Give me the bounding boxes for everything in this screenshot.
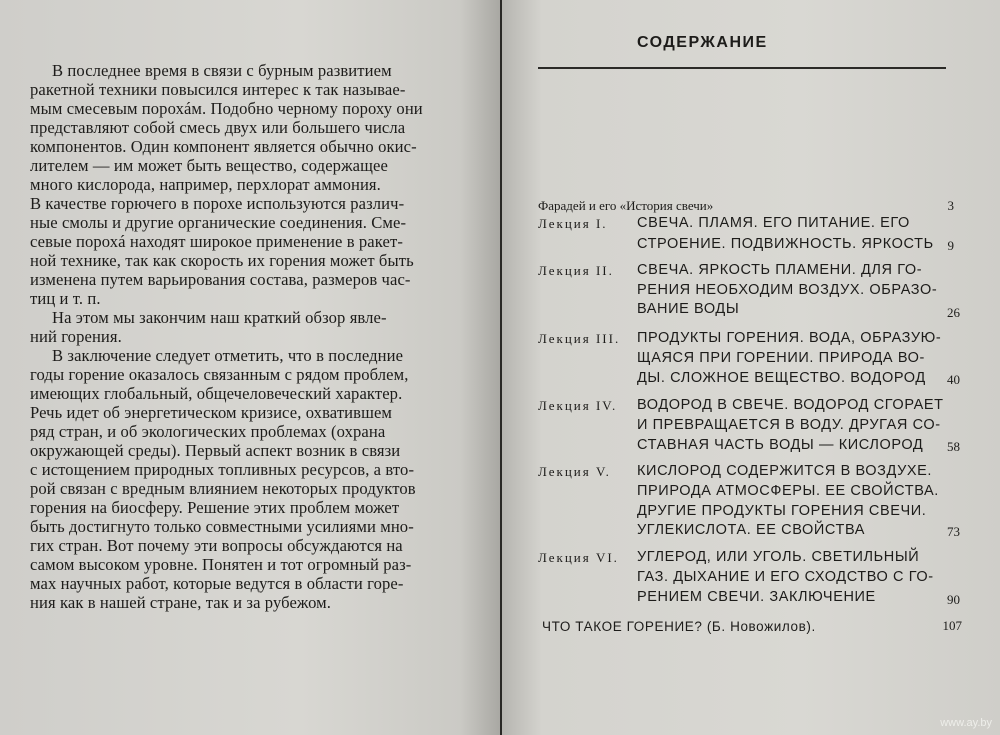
toc-entry-line: УГЛЕРОД, ИЛИ УГОЛЬ. СВЕТИЛЬНЫЙ xyxy=(637,549,920,565)
toc-entry-line: ВОДОРОД В СВЕЧЕ. ВОДОРОД СГОРАЕТ xyxy=(637,397,944,413)
toc-title: СОДЕРЖАНИЕ xyxy=(637,34,768,51)
toc-entry-line: РЕНИЯ НЕОБХОДИМ ВОЗДУХ. ОБРАЗО- xyxy=(637,282,938,298)
body-text-line: ния как в нашей стране, так и за рубежом. xyxy=(30,593,332,612)
body-text-line: На этом мы закончим наш краткий обзор явле- xyxy=(52,308,387,327)
toc-page-number: 107 xyxy=(942,618,962,633)
body-text-line: компонентов. Один компонент является обычно окис- xyxy=(30,137,417,156)
lecture-label: Лекция III. xyxy=(538,331,621,346)
toc-entry-final-text: ЧТО ТАКОЕ ГОРЕНИЕ? (Б. Новожилов). xyxy=(542,619,816,634)
body-text-line: Речь идет об энергетическом кризисе, охватившем xyxy=(30,403,393,422)
body-text-line: ной технике, так как скорость их горения может быть xyxy=(30,251,414,270)
toc-entry-line: РЕНИЕМ СВЕЧИ. ЗАКЛЮЧЕНИЕ xyxy=(637,589,876,605)
body-text-line: быть достигнуто только совместными усилиями мно- xyxy=(30,517,414,536)
toc-entry-intro-text: Фарадей и его «История свечи» xyxy=(538,198,714,213)
toc-page-number: 40 xyxy=(947,372,960,387)
toc-entry-line: ДРУГИЕ ПРОДУКТЫ ГОРЕНИЯ СВЕЧИ. xyxy=(637,503,927,519)
body-text-line: В последнее время в связи с бурным развитием xyxy=(52,61,392,80)
lecture-label: Лекция I. xyxy=(538,216,608,231)
body-text-line: В заключение следует отметить, что в последние xyxy=(52,346,404,365)
body-text-line: ний горения. xyxy=(30,327,122,346)
body-text-line: имеющих глобальный, общечеловеческий характер. xyxy=(30,384,403,403)
body-text-line: рой связан с вредным влиянием некоторых продуктов xyxy=(30,479,416,498)
toc-entry-line: ПРИРОДА АТМОСФЕРЫ. ЕЕ СВОЙСТВА. xyxy=(637,483,939,499)
lecture-label: Лекция VI. xyxy=(538,550,619,565)
toc-entry-line: СВЕЧА. ПЛАМЯ. ЕГО ПИТАНИЕ. ЕГО xyxy=(637,215,910,231)
toc-entry-line: И ПРЕВРАЩАЕТСЯ В ВОДУ. ДРУГАЯ СО- xyxy=(637,417,941,433)
toc-page-number: 73 xyxy=(947,524,960,539)
lecture-label: Лекция II. xyxy=(538,263,614,278)
toc-entry-line: ВАНИЕ ВОДЫ xyxy=(637,301,740,317)
toc-entry-line: СВЕЧА. ЯРКОСТЬ ПЛАМЕНИ. ДЛЯ ГО- xyxy=(637,262,923,278)
toc-entry-line: СТРОЕНИЕ. ПОДВИЖНОСТЬ. ЯРКОСТЬ xyxy=(637,236,934,252)
toc-entry-line: УГЛЕКИСЛОТА. ЕЕ СВОЙСТВА xyxy=(637,522,866,538)
right-page xyxy=(502,0,1000,735)
lecture-label: Лекция V. xyxy=(538,464,611,479)
toc-entry-line: ЩАЯСЯ ПРИ ГОРЕНИИ. ПРИРОДА ВО- xyxy=(637,350,925,366)
toc-entry-line: ДЫ. СЛОЖНОЕ ВЕЩЕСТВО. ВОДОРОД xyxy=(637,370,926,386)
title-rule xyxy=(538,67,946,69)
body-text-line: ракетной техники повысился интерес к так называе- xyxy=(30,80,406,99)
toc-page-number: 26 xyxy=(947,305,960,320)
toc-entry-line: КИСЛОРОД СОДЕРЖИТСЯ В ВОЗДУХЕ. xyxy=(637,463,933,479)
body-text-line: представляют собой смесь двух или большего числа xyxy=(30,118,406,137)
body-text-line: тиц и т. п. xyxy=(30,289,101,308)
body-text-line: севые порохá находят широкое применение в ракет- xyxy=(30,232,403,251)
body-text-line: В качестве горючего в порохе используются различ- xyxy=(30,194,405,213)
body-text-line: мах научных работ, которые ведутся в области горе- xyxy=(30,574,404,593)
toc-page-number: 90 xyxy=(947,592,960,607)
toc-entry-line: ПРОДУКТЫ ГОРЕНИЯ. ВОДА, ОБРАЗУЮ- xyxy=(637,330,942,346)
body-text-line: годы горение оказалось связанным с рядом проблем, xyxy=(30,365,409,384)
watermark: www.ay.by xyxy=(940,717,992,729)
toc-entry-line: СТАВНАЯ ЧАСТЬ ВОДЫ — КИСЛОРОД xyxy=(637,437,924,453)
toc-page-number: 9 xyxy=(947,238,954,253)
toc-entry-line: ГАЗ. ДЫХАНИЕ И ЕГО СХОДСТВО С ГО- xyxy=(637,569,934,585)
body-text-line: гих стран. Вот почему эти вопросы обсуждаются на xyxy=(30,536,403,555)
body-text-line: мым смесевым порохáм. Подобно черному пороху они xyxy=(30,99,423,118)
body-text-line: ные смолы и другие органические соединения. Сме- xyxy=(30,213,407,232)
toc-page-number: 58 xyxy=(947,439,960,454)
body-text-line: много кислорода, например, перхлорат аммония. xyxy=(30,175,381,194)
lecture-label: Лекция IV. xyxy=(538,398,618,413)
body-text-line: окружающей среды). Первый аспект возник в связи xyxy=(30,441,401,460)
body-text-line: с истощением природных топливных ресурсов, а вто- xyxy=(30,460,415,479)
body-text-line: ряд стран, и об экологических проблемах (охрана xyxy=(30,422,386,441)
body-text-line: лителем — им может быть вещество, содержащее xyxy=(30,156,388,175)
body-text-line: горения на биосферу. Решение этих проблем может xyxy=(30,498,400,517)
body-text-line: самом высоком уровне. Понятен и тот огромный раз- xyxy=(30,555,412,574)
body-text-line: изменена путем варьирования состава, размеров час- xyxy=(30,270,411,289)
toc-page-number: 3 xyxy=(947,198,954,213)
